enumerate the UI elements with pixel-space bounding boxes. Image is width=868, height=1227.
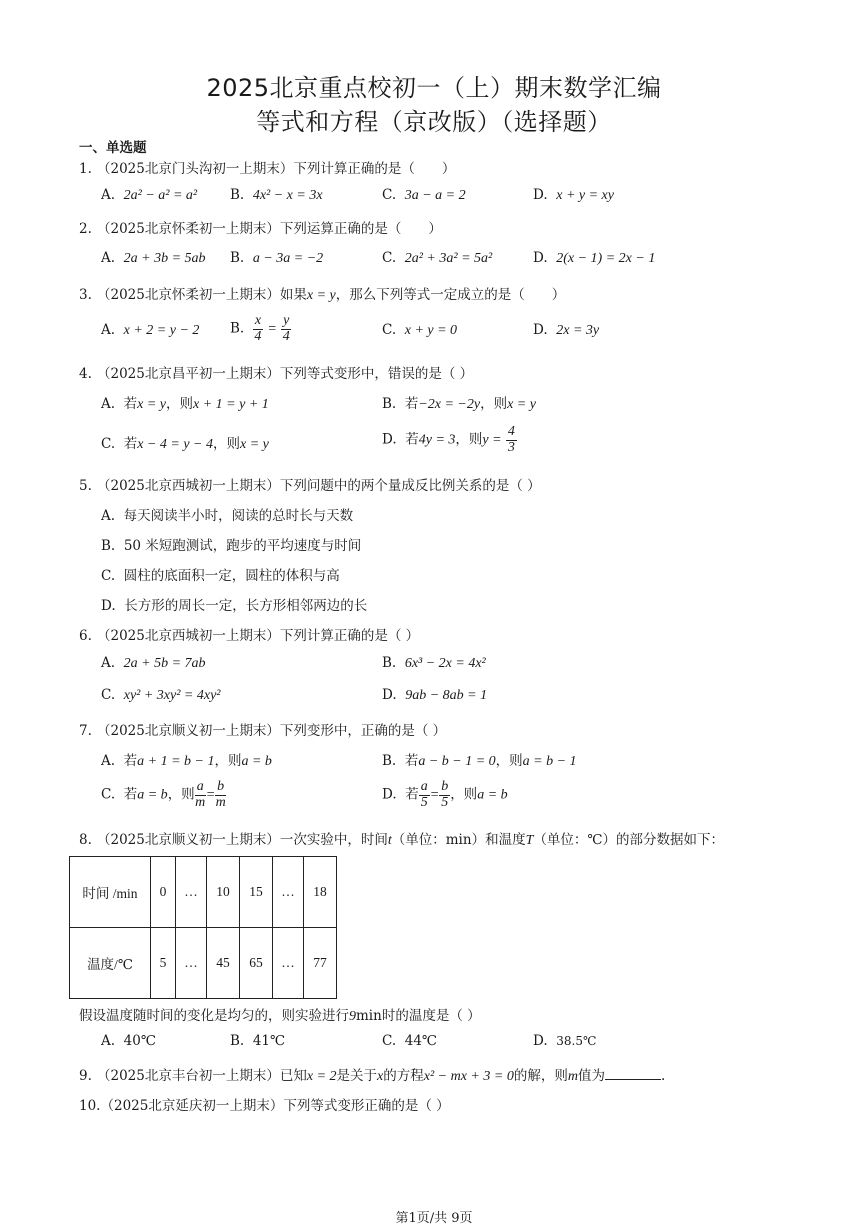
page-footer: 第1页/共 9页 xyxy=(395,1211,473,1226)
q2-option-a: A. 2a + 3b = 5ab xyxy=(101,250,206,266)
q3-option-c: C. x + y = 0 xyxy=(382,322,458,338)
q7-option-d: D. 若 $\frac{a}{5}$ = $\frac{b}{5}$ ，则a = b xyxy=(382,779,508,810)
q8-option-c: C. 44℃ xyxy=(382,1033,438,1049)
section-heading: 一、单选题 xyxy=(79,140,147,156)
table-cell: … xyxy=(176,928,207,999)
q6-option-c: C. xy² + 3xy² = 4xy² xyxy=(101,687,221,703)
table-cell: 15 xyxy=(240,857,273,928)
q4-option-b: B. 若−2x = −2y，则x = y xyxy=(382,396,536,412)
table-row xyxy=(70,928,337,999)
q6-option-a: A. 2a + 5b = 7ab xyxy=(101,655,206,671)
table-cell: 65 xyxy=(240,928,273,999)
q8-option-d: D. 38.5℃ xyxy=(533,1033,597,1049)
q5-option-c: C. 圆柱的底面积一定，圆柱的体积与高 xyxy=(101,568,340,584)
q8-option-b: B. 41℃ xyxy=(230,1033,286,1049)
page-title: 2025北京重点校初一（上）期末数学汇编 xyxy=(206,74,662,102)
answer-blank xyxy=(605,1067,661,1080)
question-4: 4. （2025北京昌平初一上期末）下列等式变形中，错误的是（ ） xyxy=(79,366,474,382)
table-cell: 18 xyxy=(304,857,337,928)
question-6: 6. （2025北京西城初一上期末）下列计算正确的是（ ） xyxy=(79,628,420,644)
q1-option-b: B. 4x² − x = 3x xyxy=(230,187,323,203)
q5-option-d: D. 长方形的周长一定，长方形相邻两边的长 xyxy=(101,598,368,614)
table-cell: 10 xyxy=(207,857,240,928)
q1-option-a: A. 2a² − a² = a² xyxy=(101,187,198,203)
table-cell: … xyxy=(176,857,207,928)
q8-option-a: A. 40℃ xyxy=(101,1033,156,1049)
q3-option-d: D. 2x = 3y xyxy=(533,322,600,338)
question-1: 1. （2025北京门头沟初一上期末）下列计算正确的是（ ） xyxy=(79,161,456,177)
q2-option-b: B. a − 3a = −2 xyxy=(230,250,324,266)
table-cell: 温度/℃ xyxy=(70,928,151,999)
question-2: 2. （2025北京怀柔初一上期末）下列运算正确的是（ ） xyxy=(79,221,442,237)
q1-option-d: D. x + y = xy xyxy=(533,187,614,203)
q7-option-c: C. 若a = b，则 $\frac{a}{m}$ = $\frac{b}{m}$ xyxy=(101,779,226,810)
q4-option-d: D. 若4y = 3，则y = $\frac{4}{3}$ xyxy=(382,424,515,455)
q4-option-c: C. 若x − 4 = y − 4，则x = y xyxy=(101,436,269,452)
q6-option-b: B. 6x³ − 2x = 4x² xyxy=(382,655,486,671)
q7-option-a: A. 若a + 1 = b − 1，则a = b xyxy=(101,753,272,769)
q2-option-c: C. 2a² + 3a² = 5a² xyxy=(382,250,493,266)
q7-option-b: B. 若a − b − 1 = 0，则a = b − 1 xyxy=(382,753,577,769)
q3-option-a: A. x + 2 = y − 2 xyxy=(101,322,200,338)
table-cell: … xyxy=(273,928,304,999)
question-10: 10.（2025北京延庆初一上期末）下列等式变形正确的是（ ） xyxy=(79,1098,450,1114)
q2-option-d: D. 2(x − 1) = 2x − 1 xyxy=(533,250,656,266)
table-cell: 0 xyxy=(151,857,176,928)
table-cell: … xyxy=(273,857,304,928)
question-5: 5. （2025北京西城初一上期末）下列问题中的两个量成反比例关系的是（ ） xyxy=(79,478,541,494)
q8-followup: 假设温度随时间的变化是均匀的，则实验进行9min时的温度是（ ） xyxy=(79,1008,481,1024)
q5-option-a: A. 每天阅读半小时，阅读的总时长与天数 xyxy=(101,508,354,524)
q3-option-b: B. $\frac{x}{4}$ = $\frac{y}{4}$ xyxy=(230,313,290,344)
table-cell: 时间 /min xyxy=(70,857,151,928)
table-row xyxy=(70,857,337,928)
table-cell: 45 xyxy=(207,928,240,999)
question-8: 8. （2025北京顺义初一上期末）一次实验中，时间t（单位：min）和温度T（单位：℃）的部分数据如下： xyxy=(79,832,724,848)
table-cell: 77 xyxy=(304,928,337,999)
question-7: 7. （2025北京顺义初一上期末）下列变形中，正确的是（ ） xyxy=(79,723,447,739)
q6-option-d: D. 9ab − 8ab = 1 xyxy=(382,687,488,703)
q4-option-a: A. 若x = y，则x + 1 = y + 1 xyxy=(101,396,269,412)
page-subtitle: 等式和方程（京改版）（选择题） xyxy=(256,108,612,136)
q1-option-c: C. 3a − a = 2 xyxy=(382,187,466,203)
q5-option-b: B. 50 米短跑测试，跑步的平均速度与时间 xyxy=(101,538,362,554)
table-cell: 5 xyxy=(151,928,176,999)
data-table xyxy=(69,856,337,999)
question-9: 9. （2025北京丰台初一上期末）已知x = 2是关于x的方程x² − mx + 3 = 0的解，则m值为 . xyxy=(79,1068,666,1084)
question-3: 3. （2025北京怀柔初一上期末）如果x = y，那么下列等式一定成立的是（ ） xyxy=(79,287,566,303)
